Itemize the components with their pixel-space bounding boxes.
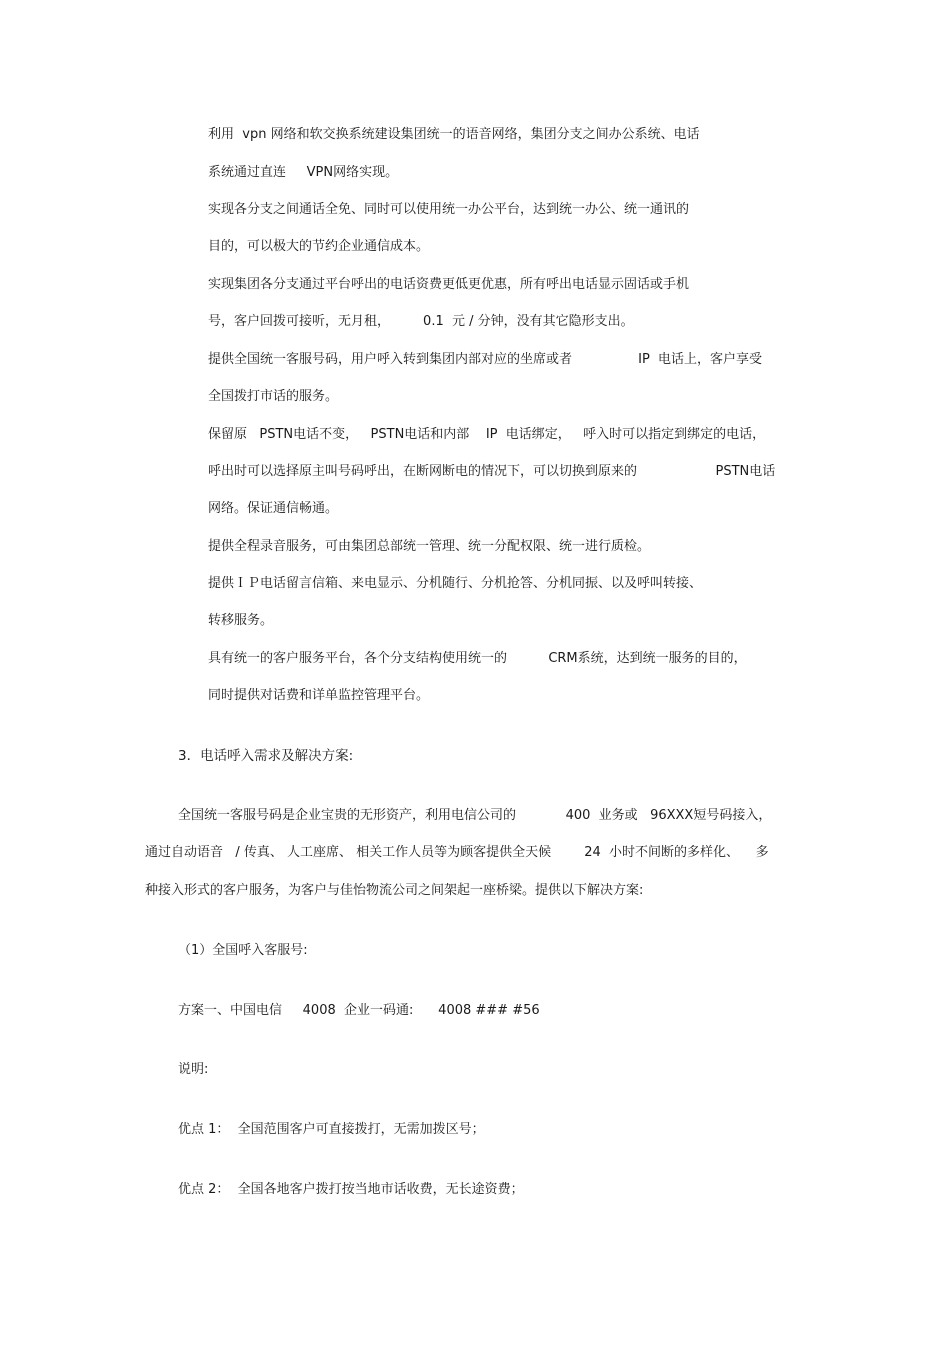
feature-line: 号，客户回拨可接听，无月租， 0.1 元 / 分钟，没有其它隐形支出。 (208, 314, 634, 329)
feature-line: 利用 vpn 网络和软交换系统建设集团统一的语音网络，集团分支之间办公系统、电话 (208, 127, 700, 142)
note-label: 说明: (178, 1062, 209, 1077)
feature-line: 提供全国统一客服号码，用户呼入转到集团内部对应的坐席或者 IP 电话上，客户享受 (208, 352, 763, 367)
feature-line: 提供全程录音服务，可由集团总部统一管理、统一分配权限、统一进行质检。 (208, 539, 651, 554)
feature-line: 实现集团各分支通过平台呼出的电话资费更低更优惠，所有呼出电话显示固话或手机 (208, 277, 690, 292)
feature-line: 系统通过直连 VPN网络实现。 (208, 165, 399, 180)
feature-line: 同时提供对话费和详单监控管理平台。 (208, 688, 430, 703)
feature-line: 具有统一的客户服务平台，各个分支结构使用统一的 CRM系统，达到统一服务的目的， (208, 651, 747, 666)
advantage-line: 优点 2： 全国各地客户拨打按当地市话收费，无长途资费； (178, 1182, 524, 1197)
feature-line: 呼出时可以选择原主叫号码呼出，在断网断电的情况下，可以切换到原来的 PSTN电话 (208, 464, 776, 479)
feature-line: 实现各分支之间通话全免、同时可以使用统一办公平台，达到统一办公、统一通讯的 (208, 202, 690, 217)
feature-line: 保留原 PSTN电话不变， PSTN电话和内部 IP 电话绑定， 呼入时可以指定到绑定的电话， (208, 427, 766, 442)
feature-line: 网络。保证通信畅通。 (208, 501, 339, 516)
advantage-line: 优点 1： 全国范围客户可直接拨打，无需加拨区号； (178, 1122, 485, 1137)
intro-line: 通过自动语音 / 传真、 人工座席、 相关工作人员等为顾客提供全天候 24 小时不间断的多样化、 多 (145, 845, 769, 860)
feature-line: 提供ＩＰ电话留言信箱、来电显示、分机随行、分机抢答、分机同振、以及呼叫转接、 (208, 576, 703, 591)
section-heading: 3．电话呼入需求及解决方案: (178, 748, 354, 764)
feature-line: 全国拨打市话的服务。 (208, 389, 339, 404)
plan-one: 方案一、中国电信 4008 企业一码通: 4008 ### #56 (178, 1003, 540, 1018)
feature-line: 转移服务。 (208, 613, 274, 628)
intro-line: 种接入形式的客户服务，为客户与佳怡物流公司之间架起一座桥梁。提供以下解决方案: (145, 883, 644, 898)
feature-line: 目的，可以极大的节约企业通信成本。 (208, 239, 430, 254)
intro-line: 全国统一客服号码是企业宝贵的无形资产，利用电信公司的 400 业务或 96XXX短号码接入， (178, 808, 772, 823)
subsection-heading: （1）全国呼入客服号: (178, 943, 308, 958)
